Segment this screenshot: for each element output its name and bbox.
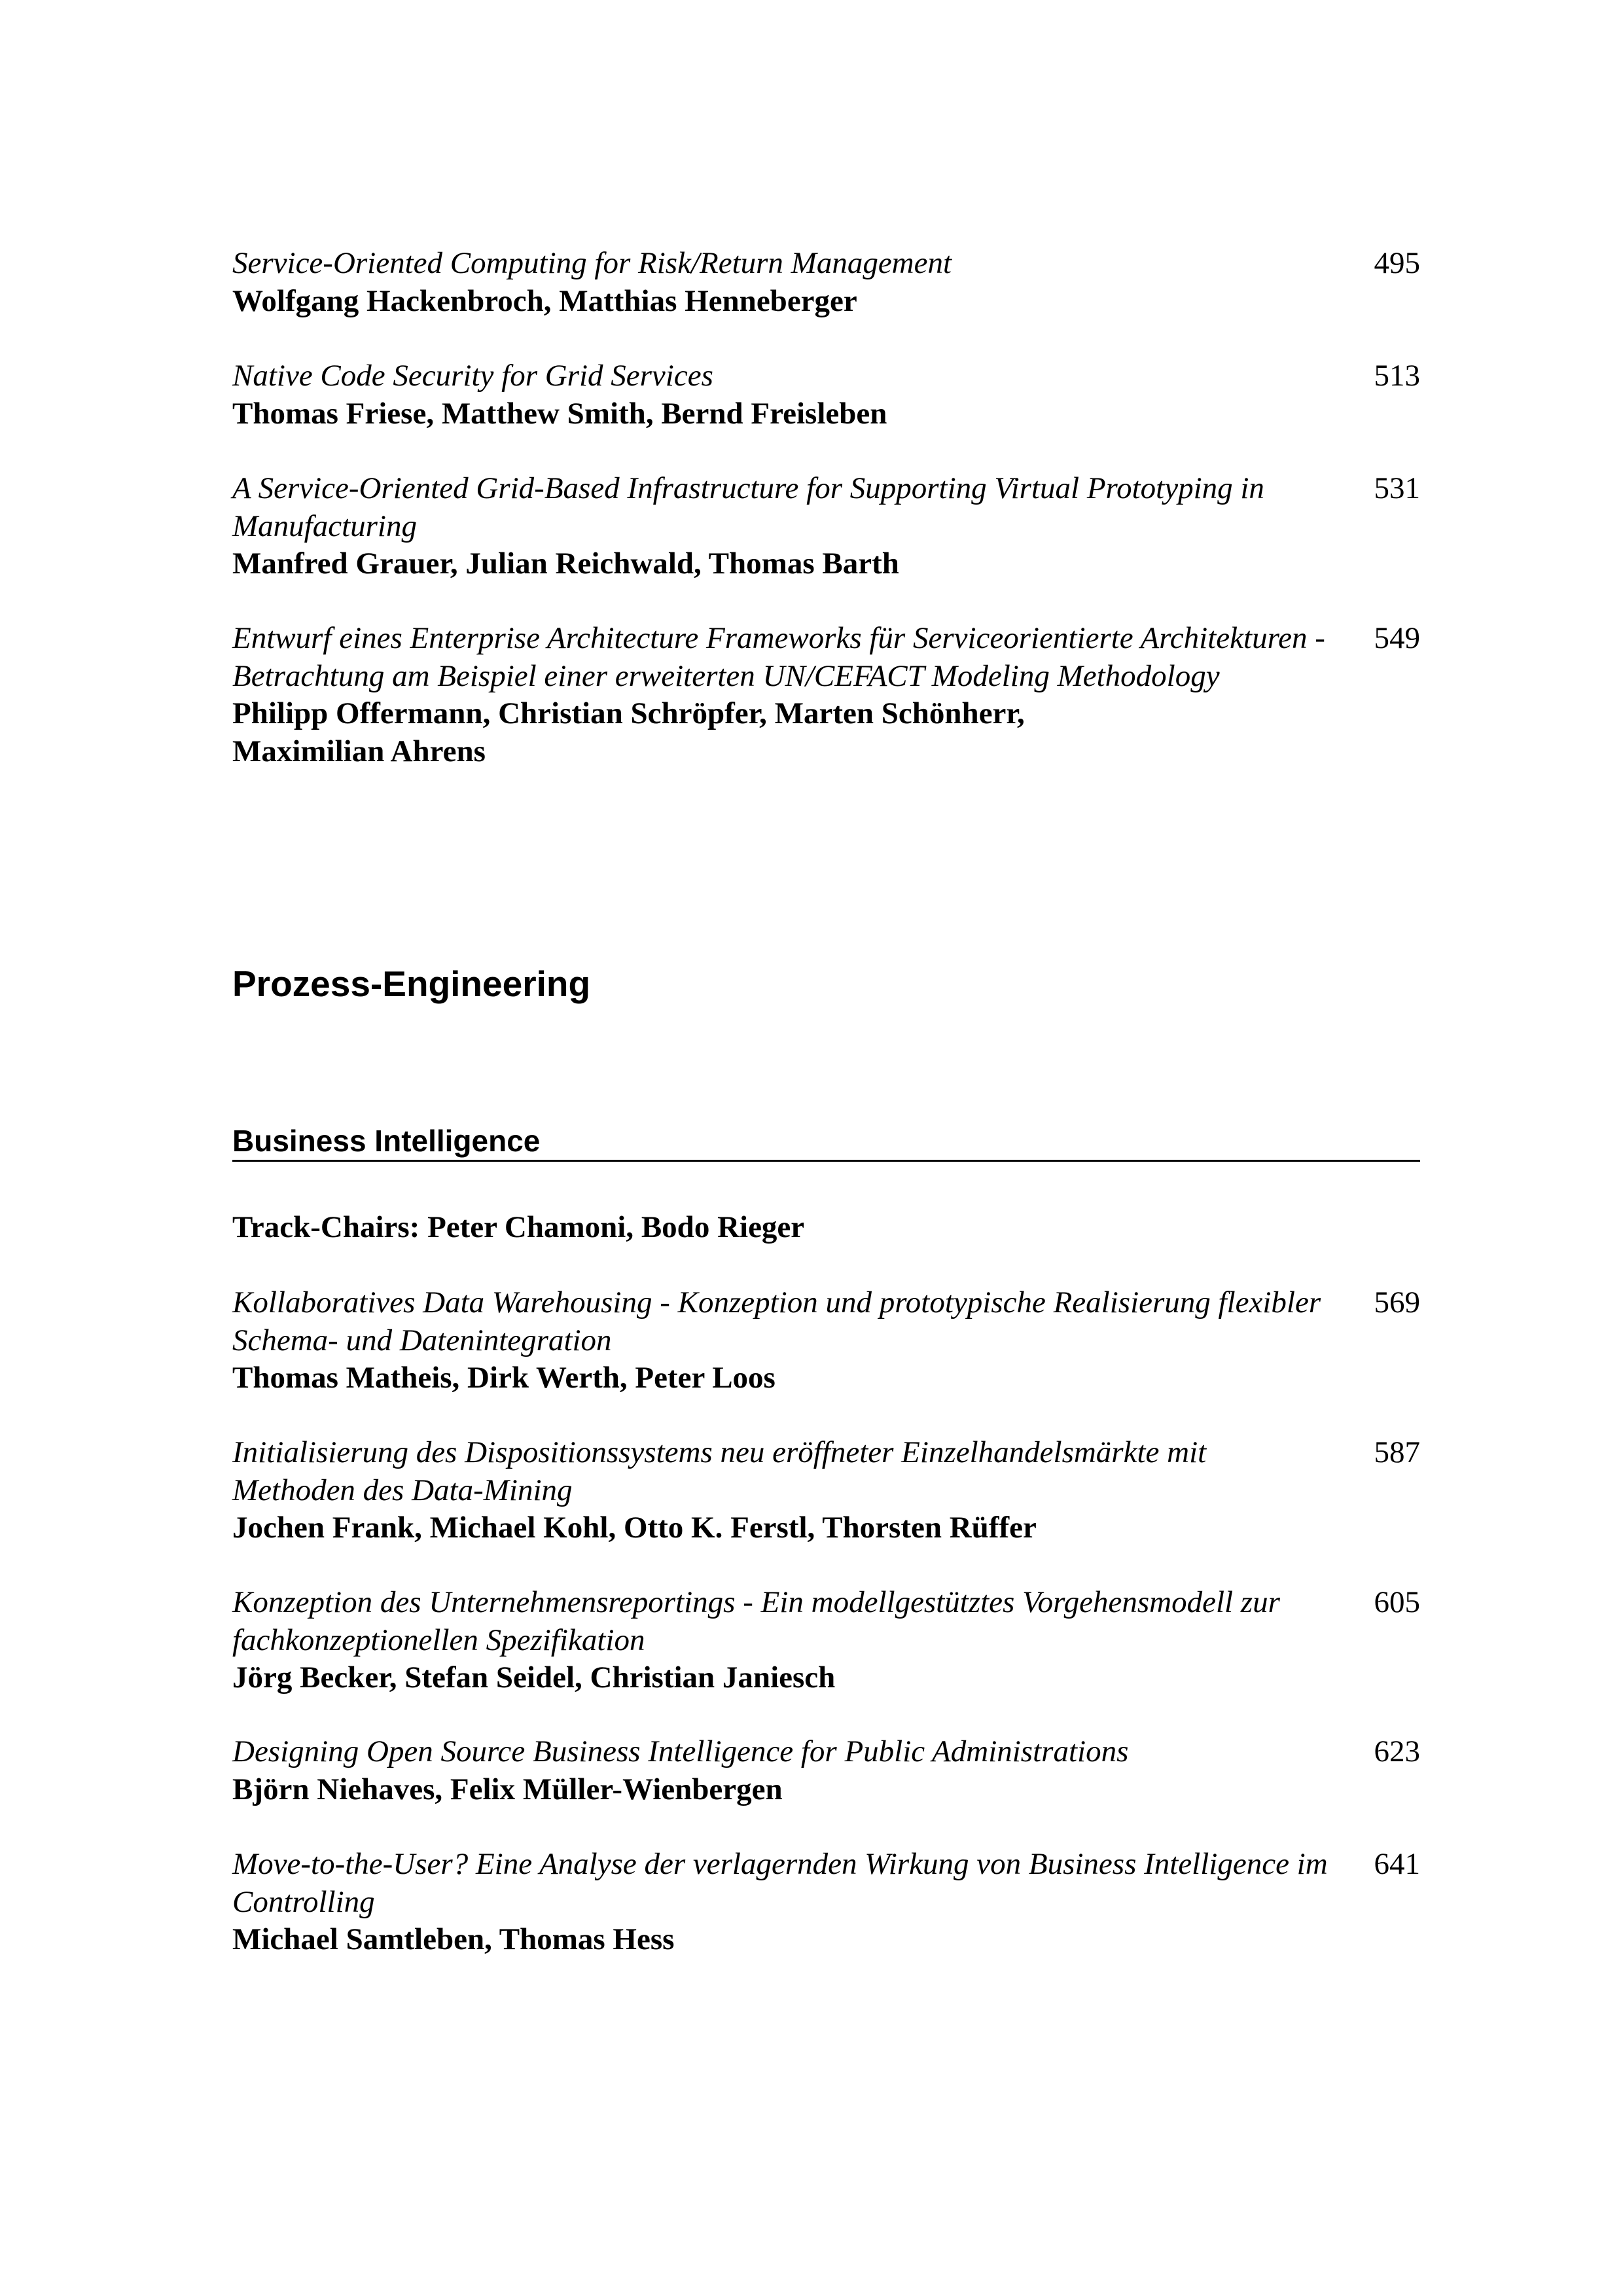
entry-title: Designing Open Source Business Intelligence for Public Administrations (232, 1734, 1129, 1768)
subsection-header (232, 1122, 1420, 1162)
toc-entry (232, 1584, 1420, 1697)
entry-authors: Manfred Grauer, Julian Reichwald, Thomas Barth (232, 547, 899, 581)
entry-page-number: 623 (1374, 1734, 1420, 1768)
toc-page (232, 0, 1420, 2296)
toc-entry (232, 357, 1420, 433)
entry-page-number: 531 (1374, 471, 1420, 505)
entry-authors: Jörg Becker, Stefan Seidel, Christian Janiesch (232, 1660, 836, 1695)
toc-entry (232, 470, 1420, 583)
entry-authors: Björn Niehaves, Felix Müller-Wienbergen (232, 1772, 783, 1806)
entry-authors: Wolfgang Hackenbroch, Matthias Henneberger (232, 283, 857, 318)
entry-title: Move-to-the-User? Eine Analyse der verlagernden Wirkung von Business Intelligence im Controlling (232, 1847, 1328, 1919)
section-title: Prozess-Engineering (232, 963, 591, 1004)
entry-authors: Michael Samtleben, Thomas Hess (232, 1922, 675, 1956)
track-chairs: Track-Chairs: Peter Chamoni, Bodo Rieger (232, 1210, 805, 1244)
entry-page-number: 549 (1374, 621, 1420, 655)
entry-authors: Philipp Offermann, Christian Schröpfer, Marten Schönherr, Maximilian Ahrens (232, 696, 1025, 768)
entry-page-number: 569 (1374, 1285, 1420, 1319)
toc-entry (232, 1846, 1420, 1959)
entry-title: Service-Oriented Computing for Risk/Return Management (232, 246, 952, 280)
entry-authors: Thomas Friese, Matthew Smith, Bernd Freisleben (232, 396, 887, 431)
entry-title: Kollaboratives Data Warehousing - Konzeption und prototypische Realisierung flexibler Schema- und Datenintegration (232, 1285, 1321, 1357)
entry-page-number: 587 (1374, 1435, 1420, 1469)
toc-entry (232, 1434, 1420, 1547)
toc-entry (232, 1733, 1420, 1808)
entry-authors: Thomas Matheis, Dirk Werth, Peter Loos (232, 1361, 776, 1395)
entry-title: A Service-Oriented Grid-Based Infrastructure for Supporting Virtual Prototyping in Manufacturing (232, 471, 1264, 543)
subsection-title: Business Intelligence (232, 1124, 541, 1158)
entry-title: Konzeption des Unternehmensreportings - Ein modellgestütztes Vorgehensmodell zur fachkonzeptionellen Spezifikation (232, 1585, 1280, 1657)
toc-entry (232, 620, 1420, 770)
entry-title: Entwurf eines Enterprise Architecture Frameworks für Serviceorientierte Architekturen - Betrachtung am Beispiel einer erweiterten UN/CEFACT Modeling Methodology (232, 621, 1325, 693)
entry-page-number: 495 (1374, 246, 1420, 280)
entry-page-number: 513 (1374, 359, 1420, 393)
toc-entry (232, 245, 1420, 320)
toc-entry (232, 1284, 1420, 1397)
entry-page-number: 605 (1374, 1585, 1420, 1619)
entry-page-number: 641 (1374, 1847, 1420, 1881)
entry-title: Native Code Security for Grid Services (232, 359, 713, 393)
entry-authors: Jochen Frank, Michael Kohl, Otto K. Ferstl, Thorsten Rüffer (232, 1511, 1037, 1545)
entry-title: Initialisierung des Dispositionssystems neu eröffneter Einzelhandelsmärkte mit Methoden des Data-Mining (232, 1435, 1207, 1507)
